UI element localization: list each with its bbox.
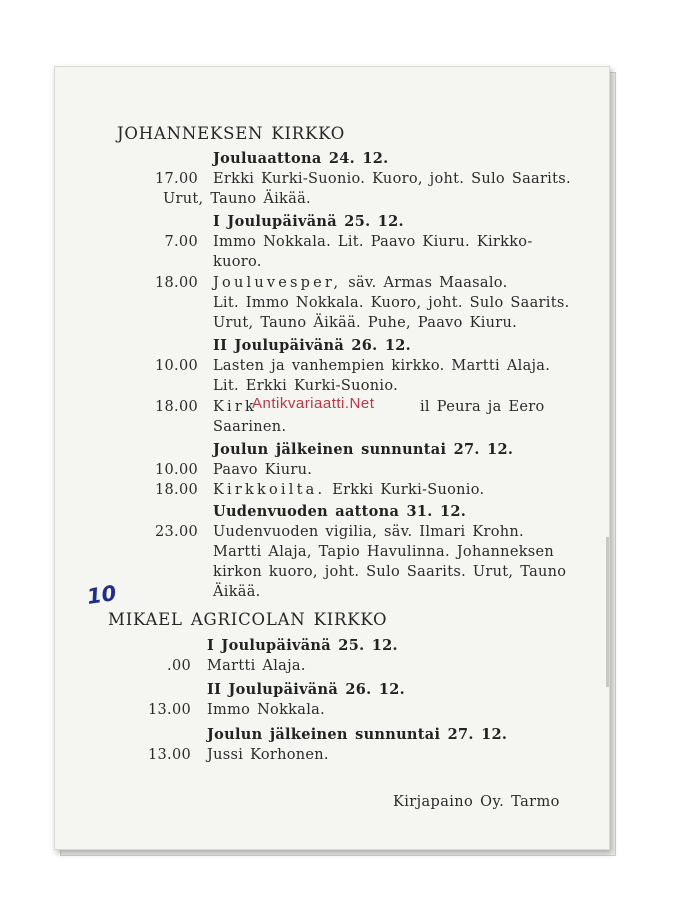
day-heading: Uudenvuoden aattona 31. 12. xyxy=(213,503,467,520)
day-heading: Joulun jälkeinen sunnuntai 27. 12. xyxy=(207,726,508,743)
service-line xyxy=(213,275,508,291)
service-line: Martti Alaja, Tapio Havulinna. Johanneksen xyxy=(213,544,555,560)
service-line: Kirk xyxy=(213,399,257,415)
service-line: Lasten ja vanhempien kirkko. Martti Alaja. xyxy=(213,358,551,374)
church-title-mikael: MIKAEL AGRICOLAN KIRKKO xyxy=(108,610,388,629)
service-time: 13.00 xyxy=(147,702,191,718)
service-line xyxy=(213,482,484,498)
service-time: .00 xyxy=(167,658,191,674)
watermark-text: Antikvariaatti.Net xyxy=(252,395,375,412)
printer-credit: Kirjapaino Oy. Tarmo xyxy=(393,794,560,810)
service-line: Jussi Korhonen. xyxy=(207,747,329,763)
service-name-spaced: Jouluvesper, xyxy=(213,275,342,291)
service-line: Urut, Tauno Äikää. xyxy=(163,191,311,207)
service-time: 17.00 xyxy=(154,171,198,187)
day-heading: Jouluaattona 24. 12. xyxy=(213,150,389,167)
service-line: Immo Nokkala. xyxy=(207,702,325,718)
service-line: Äikää. xyxy=(213,584,261,600)
program-content xyxy=(55,67,609,849)
service-time: 7.00 xyxy=(164,234,198,250)
service-name-spaced: Kirkkoilta. xyxy=(213,482,326,498)
service-line: Paavo Kiuru. xyxy=(213,462,313,478)
day-heading: II Joulupäivänä 26. 12. xyxy=(207,681,405,698)
day-heading: I Joulupäivänä 25. 12. xyxy=(213,213,404,230)
service-line: kirkon kuoro, joht. Sulo Saarits. Urut, Tauno xyxy=(213,564,567,580)
service-time: 23.00 xyxy=(154,524,198,540)
service-line: Martti Alaja. xyxy=(207,658,306,674)
service-line: Urut, Tauno Äikää. Puhe, Paavo Kiuru. xyxy=(213,315,518,331)
service-line: Immo Nokkala. Lit. Paavo Kiuru. Kirkko- xyxy=(213,234,533,250)
service-time: 18.00 xyxy=(154,482,198,498)
handwritten-time-correction: 10 xyxy=(85,581,118,609)
day-heading: Joulun jälkeinen sunnuntai 27. 12. xyxy=(213,441,514,458)
booklet-page xyxy=(54,66,610,850)
day-heading: II Joulupäivänä 26. 12. xyxy=(213,337,411,354)
service-time: 10.00 xyxy=(154,462,198,478)
service-line: Lit. Erkki Kurki-Suonio. xyxy=(213,378,399,394)
service-line: Erkki Kurki-Suonio. Kuoro, joht. Sulo Saarits. xyxy=(213,171,571,187)
service-line-rest: Erkki Kurki-Suonio. xyxy=(332,482,485,498)
service-time: 10.00 xyxy=(154,358,198,374)
service-line: Saarinen. xyxy=(213,419,287,435)
service-time: 18.00 xyxy=(154,275,198,291)
service-line-rest: säv. Armas Maasalo. xyxy=(348,275,508,291)
service-time: 18.00 xyxy=(154,399,198,415)
service-line: il Peura ja Eero xyxy=(420,399,545,415)
service-line: Lit. Immo Nokkala. Kuoro, joht. Sulo Saarits. xyxy=(213,295,570,311)
service-time: 13.00 xyxy=(147,747,191,763)
service-line: kuoro. xyxy=(213,254,262,270)
day-heading: I Joulupäivänä 25. 12. xyxy=(207,637,398,654)
service-line: Uudenvuoden vigilia, säv. Ilmari Krohn. xyxy=(213,524,524,540)
church-title-johannes: JOHANNEKSEN KIRKKO xyxy=(117,124,346,143)
